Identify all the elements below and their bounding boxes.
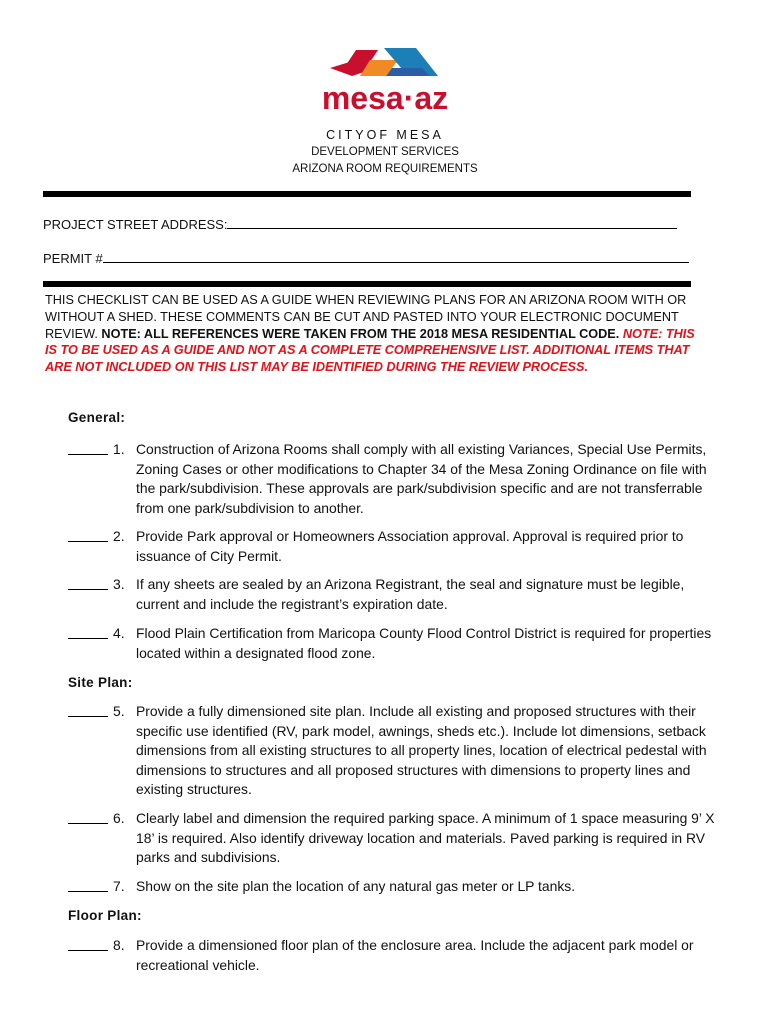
document-title: ARIZONA ROOM REQUIREMENTS [292, 163, 478, 175]
department-name: DEVELOPMENT SERVICES [311, 146, 459, 158]
item-number: 8. [113, 937, 125, 953]
logo-text: mesa·az [321, 80, 449, 116]
item-number: 3. [113, 576, 125, 592]
intro-text: THIS CHECKLIST CAN BE USED AS A GUIDE WHEN REVIEWING PLANS FOR AN ARIZONA ROOM WITH OR WITHOUT A SHED. THESE COMMENTS CAN BE CUT AND PASTED INTO YOUR ELECTRONIC DOCUMENT REVIEW. [45, 293, 687, 341]
checkbox-blank[interactable] [68, 575, 108, 596]
intro-note-red: NOTE: THIS IS TO BE USED AS A GUIDE AND NOT AS A COMPLETE COMPREHENSIVE LIST. ADDITIONAL ITEMS THAT ARE NOT INCLUDED ON THIS LIST MAY BE IDENTIFIED DURING THE REVIEW PROCESS. [45, 326, 695, 375]
top-divider [43, 191, 691, 197]
section-general: General: [68, 410, 126, 425]
intro-note-bold: NOTE: ALL REFERENCES WERE TAKEN FROM THE 2018 MESA RESIDENTIAL CODE. [101, 326, 620, 341]
item-number: 5. [113, 703, 125, 719]
item-text: If any sheets are sealed by an Arizona Registrant, the seal and signature must be legible, current and include the registrant’s expiration date. [136, 576, 685, 612]
item-number: 7. [113, 878, 125, 894]
intro-paragraph [45, 292, 695, 376]
city-name: CITYOF MESA [326, 128, 444, 142]
mesa-logo [318, 46, 452, 116]
item-number: 4. [113, 625, 125, 641]
checkbox-blank[interactable] [68, 440, 108, 461]
checkbox-blank[interactable] [68, 936, 108, 957]
address-label: PROJECT STREET ADDRESS: [43, 217, 228, 232]
item-number: 2. [113, 528, 125, 544]
checkbox-blank[interactable] [68, 702, 108, 723]
item-number: 1. [113, 441, 125, 457]
checkbox-blank[interactable] [68, 877, 108, 898]
item-text: Construction of Arizona Rooms shall comply with all existing Variances, Special Use Permits, Zoning Cases or other modifications to Chapter 34 of the Mesa Zoning Ordinance on file with the park/subdivision. These approvals are park/subdivision specific and are not transferrable from one park/subdivision to another. [136, 441, 707, 516]
item-number: 6. [113, 810, 125, 826]
checkbox-blank[interactable] [68, 624, 108, 645]
address-field[interactable] [43, 216, 677, 232]
intro-divider [43, 281, 691, 287]
section-floor-plan: Floor Plan: [68, 908, 142, 923]
permit-field[interactable] [43, 250, 689, 266]
mesa-logo-mark-icon [326, 46, 444, 80]
item-text: Provide a dimensioned floor plan of the enclosure area. Include the adjacent park model or recreational vehicle. [136, 937, 694, 973]
item-text: Provide a fully dimensioned site plan. Include all existing and proposed structures with their specific use identified (RV, park model, awnings, sheds etc.). Include lot dimensions, setback dimensions from all existing structures to all property lines, location of electrical pedestal with dimensions to structures and all proposed structures with dimensions to property lines and existing structures. [136, 703, 707, 797]
permit-blank[interactable] [103, 250, 689, 263]
address-blank[interactable] [227, 216, 677, 229]
item-text: Flood Plain Certification from Maricopa County Flood Control District is required for properties located within a designated flood zone. [136, 625, 712, 661]
checkbox-blank[interactable] [68, 809, 108, 830]
permit-label: PERMIT # [43, 251, 103, 266]
item-text: Show on the site plan the location of any natural gas meter or LP tanks. [136, 878, 576, 894]
item-text: Clearly label and dimension the required parking space. A minimum of 1 space measuring 9’ X 18’ is required. Also identify driveway location and materials. Paved parking is required in RV parks and subdivisions. [136, 810, 715, 865]
checkbox-blank[interactable] [68, 527, 108, 548]
section-site-plan: Site Plan: [68, 675, 133, 690]
item-text: Provide Park approval or Homeowners Association approval. Approval is required prior to issuance of City Permit. [136, 528, 684, 564]
